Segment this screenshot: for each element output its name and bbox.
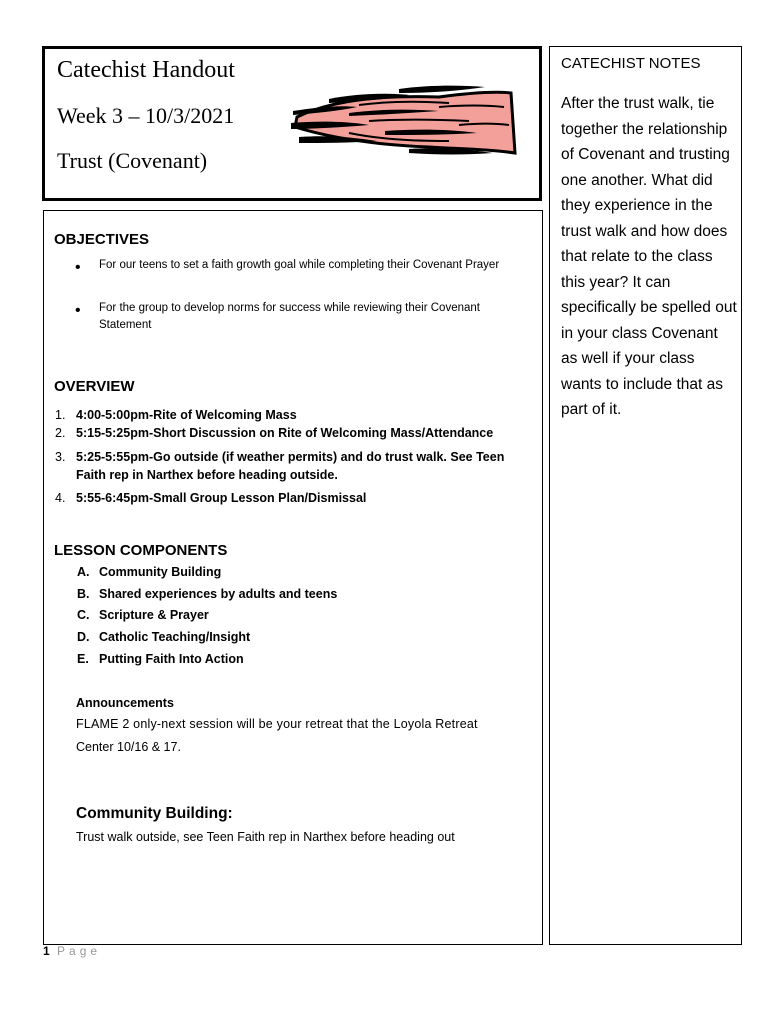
bullet-icon: •: [75, 302, 81, 319]
overview-number: 4.: [55, 491, 66, 505]
objective-item: For the group to develop norms for success while reviewing their Covenant Statement: [99, 302, 480, 331]
bullet-icon: •: [75, 259, 81, 276]
overview-item: 5:25-5:55pm-Go outside (if weather permits) and do trust walk. See Teen Faith rep in Narthex before heading outside.: [76, 450, 505, 482]
announcement-text: FLAME 2 only-next session will be your retreat that the Loyola Retreat: [76, 717, 478, 731]
catechist-notes-box: [549, 46, 742, 945]
lesson-components-heading: LESSON COMPONENTS: [54, 542, 228, 559]
overview-number: 1.: [55, 408, 66, 422]
lesson-item: Community Building: [99, 565, 222, 579]
lesson-item: Shared experiences by adults and teens: [99, 587, 338, 601]
lesson-letter: C.: [77, 608, 90, 622]
lesson-letter: B.: [77, 587, 90, 601]
announcements-heading: Announcements: [76, 696, 174, 710]
notes-heading: CATECHIST NOTES: [561, 55, 701, 72]
overview-item: 5:15-5:25pm-Short Discussion on Rite of Welcoming Mass/Attendance: [76, 426, 494, 440]
main-content-box: [43, 210, 543, 945]
header-box: [42, 46, 542, 201]
lesson-item: Scripture & Prayer: [99, 608, 209, 622]
overview-item: 5:55-6:45pm-Small Group Lesson Plan/Dismissal: [76, 491, 367, 505]
handout-title: Catechist Handout: [57, 57, 235, 83]
announcement-text: Center 10/16 & 17.: [76, 740, 181, 754]
page-label: Page: [57, 944, 102, 958]
lesson-item: Catholic Teaching/Insight: [99, 630, 251, 644]
overview-item: 4:00-5:00pm-Rite of Welcoming Mass: [76, 408, 297, 422]
lesson-item: Putting Faith Into Action: [99, 652, 244, 666]
overview-number: 2.: [55, 426, 66, 440]
objectives-heading: OBJECTIVES: [54, 231, 150, 248]
community-building-heading: Community Building:: [76, 805, 233, 822]
lesson-letter: A.: [77, 565, 90, 579]
page-footer: [43, 944, 101, 958]
topic-title: Trust (Covenant): [57, 148, 208, 173]
week-date: Week 3 – 10/3/2021: [57, 103, 235, 128]
page-number: 1: [43, 944, 50, 958]
community-building-text: Trust walk outside, see Teen Faith rep in Narthex before heading out: [76, 830, 455, 844]
overview-heading: OVERVIEW: [54, 378, 135, 395]
flame-logo-icon: [289, 83, 519, 163]
lesson-letter: E.: [77, 652, 89, 666]
overview-number: 3.: [55, 450, 66, 464]
lesson-letter: D.: [77, 630, 90, 644]
notes-body: After the trust walk, tie together the relationship of Covenant and trusting one another. What did they experience in the trust walk and how does that relate to the class this year? It can specifically be spelled out in your class Covenant as well if your class wants to include that as part of it.: [561, 95, 737, 418]
objective-item: For our teens to set a faith growth goal while completing their Covenant Prayer: [99, 259, 500, 271]
